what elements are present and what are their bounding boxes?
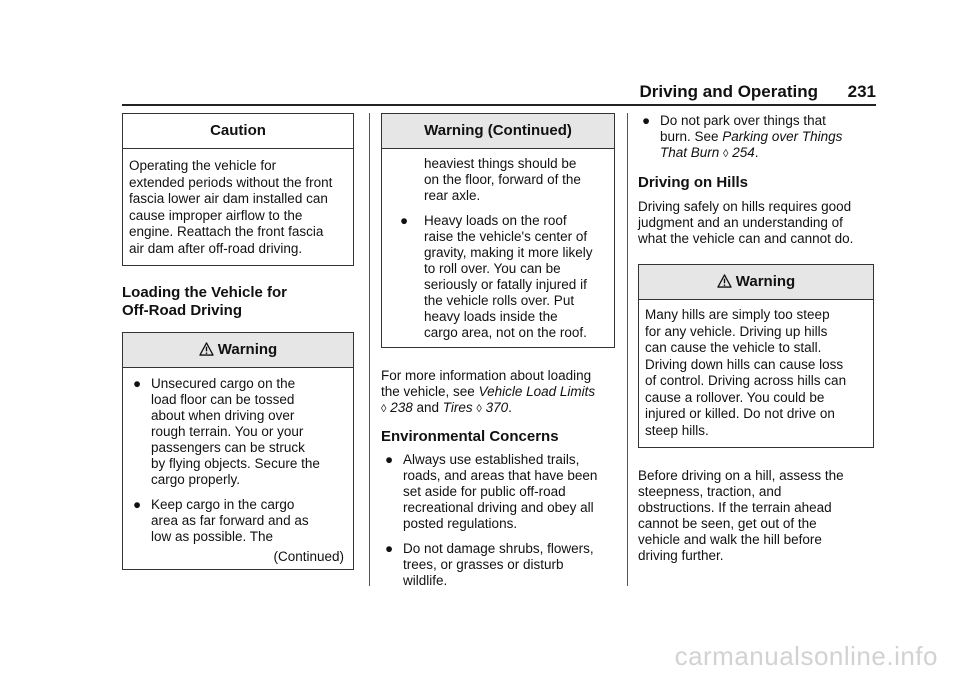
caution-line: fascia lower air dam installed can (129, 191, 328, 206)
continued-label: (Continued) (273, 549, 344, 564)
text-line: driving further. (638, 548, 724, 563)
text-line: Many hills are simply too steep (645, 307, 830, 322)
text-line: cause a rollover. You could be (645, 389, 825, 405)
page-ref-254[interactable]: 254 (732, 145, 755, 160)
text-line: rear axle. (424, 188, 481, 203)
vehicle-load-limits-link[interactable]: Vehicle Load Limits (478, 384, 596, 399)
hills-warning-text (639, 300, 873, 447)
text-line: obstructions. If the terrain ahead (638, 500, 832, 515)
text-line: of control. Driving across hills can (645, 373, 847, 388)
load-info-paragraph (381, 368, 615, 417)
text-line: trees, or grasses or disturb (403, 557, 564, 572)
text-line: gravity, making it more likely (424, 245, 593, 260)
text-run: . (508, 400, 512, 415)
text-line: Do not damage shrubs, flowers, (403, 541, 594, 556)
text-line (381, 400, 615, 417)
warning-continued-body (382, 149, 614, 347)
warning-triangle-icon (717, 274, 732, 288)
bullet-text (403, 452, 615, 532)
text-line: Heavy loads on the roof (424, 213, 567, 228)
page-header (122, 82, 876, 106)
list-item (129, 497, 348, 545)
page-number: 231 (847, 82, 876, 101)
text-line: judgment and an understanding of (638, 215, 843, 230)
column-divider-1 (369, 113, 370, 586)
page-ref-370[interactable]: 370 (485, 400, 509, 415)
text-line: Keep cargo in the cargo (151, 497, 295, 512)
bullet-marker: ● (133, 497, 142, 512)
text-line: cannot be seen, get out of the (638, 516, 817, 531)
section-title: Driving and Operating (639, 82, 818, 101)
caution-line: air dam after off-road driving. (129, 240, 303, 256)
text-line: cargo area, not on the roof. (424, 325, 587, 340)
text-line: can cause the vehicle to stall. (645, 340, 822, 355)
parking-over-things-link[interactable]: Parking over Things (722, 129, 843, 144)
caution-text (123, 149, 353, 265)
text-line: to roll over. You can be (424, 261, 561, 276)
column-3 (638, 113, 874, 564)
caution-line: Operating the vehicle for (129, 158, 277, 173)
text-line: recreational driving and obey all (403, 500, 594, 515)
column-1 (122, 113, 354, 570)
list-item (381, 541, 615, 589)
text-line: steepness, traction, and (638, 484, 782, 499)
column-2 (381, 113, 615, 589)
caution-title: Caution (123, 114, 353, 149)
bullet-marker: ● (642, 113, 651, 128)
text-run: burn. See (660, 129, 723, 144)
hills-heading: Driving on Hills (638, 174, 749, 191)
warning-box (122, 332, 354, 570)
warning-label: Warning (735, 273, 796, 290)
caution-box (122, 113, 354, 266)
text-line: For more information about loading (381, 368, 592, 383)
text-line: steep hills. (645, 422, 709, 438)
list-item (381, 452, 615, 532)
text-line: area as far forward and as (151, 513, 309, 528)
list-item (388, 213, 609, 341)
text-line: Driving down hills can cause loss (645, 356, 844, 372)
text-line: seriously or fatally injured if (424, 277, 587, 292)
page-ref-icon: ◊ (723, 148, 729, 160)
bullet-marker: ● (400, 213, 409, 228)
heading-line: Loading the Vehicle for (122, 284, 288, 301)
that-burn-link[interactable]: That Burn (660, 145, 720, 160)
list-item (129, 376, 348, 488)
text-run: . (754, 145, 759, 160)
hills-intro (638, 199, 874, 247)
bullet-text (660, 113, 874, 162)
text-line: passengers can be struck (151, 440, 305, 455)
text-line: Driving safely on hills requires good (638, 199, 852, 214)
text-run: and (412, 400, 443, 415)
text-line: set aside for public off-road (403, 484, 566, 499)
caution-line: cause improper airflow to the (129, 207, 303, 223)
text-line: vehicle and walk the hill before (638, 532, 822, 547)
loading-heading (122, 284, 354, 320)
text-line: posted regulations. (403, 516, 518, 531)
text-line: the vehicle rolls over. Put (424, 293, 575, 308)
bullet-marker: ● (385, 541, 394, 556)
text-line: load floor can be tossed (151, 392, 295, 407)
warning-continued-title: Warning (Continued) (382, 114, 614, 149)
tires-link[interactable]: Tires (442, 400, 473, 415)
bullet-text (151, 497, 348, 545)
continued-text (388, 156, 609, 204)
text-line: Do not park over things that (660, 113, 826, 128)
text-line: low as possible. The (151, 529, 274, 544)
text-line (381, 384, 615, 400)
list-item (638, 113, 874, 162)
text-line: about when driving over (151, 408, 295, 423)
text-line: Always use established trails, (403, 452, 580, 467)
bullet-marker: ● (385, 452, 394, 467)
warning-continued-box (381, 113, 615, 348)
heading-line: Off-Road Driving (122, 302, 242, 319)
text-line: on the floor, forward of the (424, 172, 581, 187)
caution-line: engine. Reattach the front fascia (129, 224, 324, 239)
hills-warning-title (639, 265, 873, 300)
warning-body (123, 368, 353, 569)
bullet-text (424, 213, 609, 341)
bullet-text (403, 541, 615, 589)
text-line: Unsecured cargo on the (151, 376, 296, 391)
warning-title (123, 333, 353, 368)
bullet-text (151, 376, 348, 488)
page-ref-icon: ◊ (381, 403, 387, 415)
bullet-marker: ● (133, 376, 142, 391)
text-line: raise the vehicle's center of (424, 229, 588, 244)
hills-outro (638, 468, 874, 564)
text-line: roads, and areas that have been (403, 468, 598, 483)
text-line: heaviest things should be (424, 156, 577, 171)
text-line: Before driving on a hill, assess the (638, 468, 844, 483)
text-line: cargo properly. (151, 472, 241, 487)
warning-triangle-icon (199, 342, 214, 356)
text-line: heavy loads inside the (424, 309, 558, 324)
text-line: for any vehicle. Driving up hills (645, 323, 828, 339)
text-run: the vehicle, see (381, 384, 479, 399)
text-line: rough terrain. You or your (151, 424, 304, 439)
environmental-heading: Environmental Concerns (381, 428, 559, 445)
hills-warning-box (638, 264, 874, 448)
text-line (660, 145, 874, 162)
text-line: what the vehicle can and cannot do. (638, 231, 854, 246)
caution-line: extended periods without the front (129, 174, 333, 190)
page-ref-238[interactable]: 238 (390, 400, 413, 415)
text-line: wildlife. (403, 573, 448, 588)
warning-label: Warning (217, 341, 278, 358)
column-divider-2 (627, 113, 628, 586)
text-line: by flying objects. Secure the (151, 456, 320, 471)
footer-watermark: carmanualsonline.info (674, 641, 938, 671)
page-ref-icon: ◊ (476, 403, 482, 415)
text-line: injured or killed. Do not drive on (645, 406, 835, 421)
text-line (660, 129, 874, 145)
